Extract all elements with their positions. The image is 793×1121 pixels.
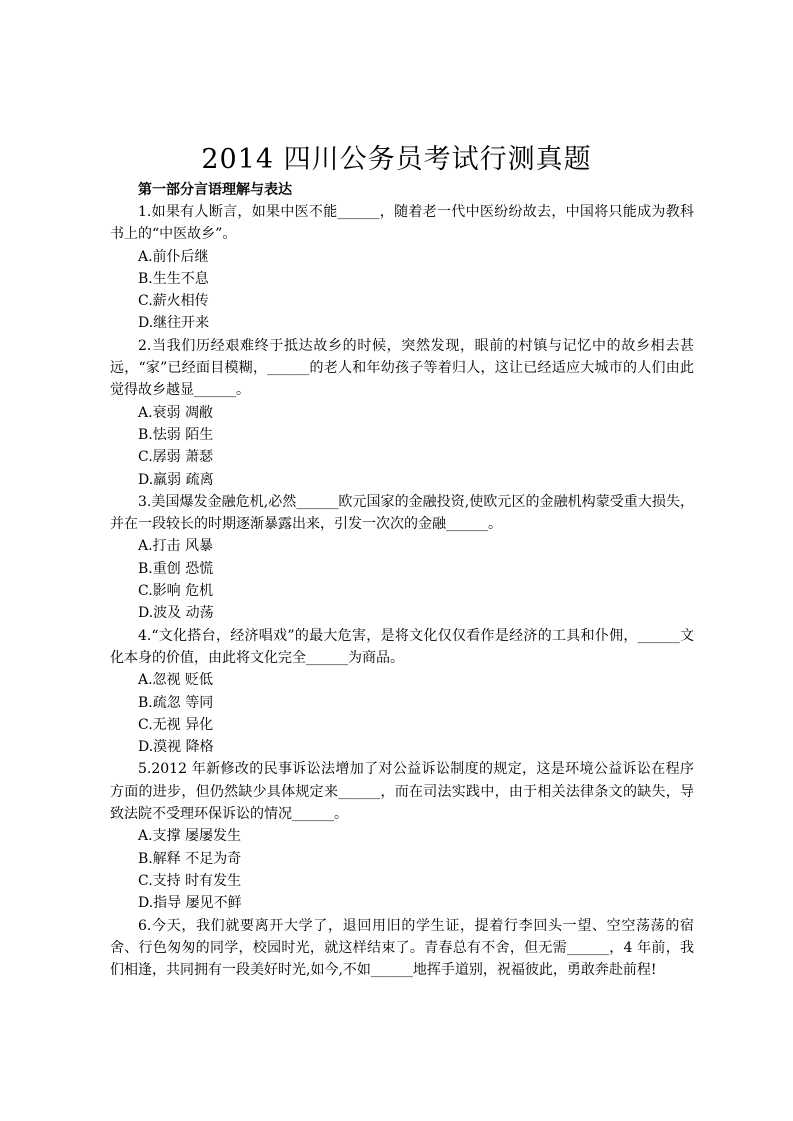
answer-option-b: B.怯弱 陌生	[138, 426, 214, 443]
section-heading: 第一部分言语理解与表达	[138, 182, 292, 198]
answer-option-d: D.羸弱 疏离	[138, 471, 214, 488]
answer-option-c: C.影响 危机	[138, 583, 214, 600]
answer-option-a: A.打击 风暴	[138, 538, 214, 555]
answer-option-a: A.支撑 屡屡发生	[138, 828, 242, 845]
document-body	[110, 201, 694, 981]
question-block	[110, 335, 694, 491]
answer-option-a: A.前仆后继	[138, 248, 209, 265]
answer-option-d: D.指导 屡见不鲜	[138, 895, 242, 912]
answer-option-c: C.孱弱 萧瑟	[138, 449, 214, 466]
question-block	[110, 201, 694, 335]
answer-option-c: C.薪火相传	[138, 293, 209, 310]
answer-option-b: B.重创 恐慌	[138, 560, 214, 577]
question-stem: 1.如果有人断言，如果中医不能______，随着老一代中医纷纷故去，中国将只能成为教科书上的“中医故乡”。	[110, 204, 694, 243]
question-block	[110, 625, 694, 759]
answer-option-b: B.解释 不足为奇	[138, 850, 242, 867]
answer-option-d: D.继往开来	[138, 315, 210, 332]
answer-option-a: A.衰弱 凋敝	[138, 404, 214, 421]
answer-option-c: C.无视 异化	[138, 716, 214, 733]
question-stem: 6.今天，我们就要离开大学了，退回用旧的学生证，提着行李回头一望、空空荡荡的宿舍、行色匆匆的同学，校园时光，就这样结束了。青春总有不舍，但无需______，4 年前，我们相逢，共同拥有一段美好时光,如今,不如______地挥手道别，祝福彼此，勇敢奔赴前程!	[110, 917, 694, 979]
answer-option-c: C.支持 时有发生	[138, 872, 242, 889]
question-stem: 2.当我们历经艰难终于抵达故乡的时候，突然发现，眼前的村镇与记忆中的故乡相去甚远，“家”已经面目模糊，______的老人和年幼孩子等着归人，这让已经适应大城市的人们由此觉得故乡越显______。	[110, 337, 694, 399]
answer-option-d: D.波及 动荡	[138, 605, 214, 622]
answer-option-a: A.忽视 贬低	[138, 672, 214, 689]
answer-option-d: D.漠视 降格	[138, 739, 214, 756]
document-title: 2014 四川公务员考试行测真题	[201, 144, 592, 175]
answer-option-b: B.生生不息	[138, 270, 209, 287]
question-stem: 5.2012 年新修改的民事诉讼法增加了对公益诉讼制度的规定，这是环境公益诉讼在程序方面的进步，但仍然缺少具体规定来______，而在司法实践中，由于相关法律条文的缺失，导致法院不受理环保诉讼的情况______。	[110, 761, 694, 823]
question-block	[110, 758, 694, 914]
answer-option-b: B.疏忽 等同	[138, 694, 214, 711]
question-stem: 4.“文化搭台，经济唱戏”的最大危害，是将文化仅仅看作是经济的工具和仆佣，______文化本身的价值，由此将文化完全______为商品。	[110, 627, 694, 666]
question-stem: 3.美国爆发金融危机,必然______欧元国家的金融投资,使欧元区的金融机构蒙受重大损失，并在一段较长的时期逐渐暴露出来，引发一次次的金融______。	[110, 493, 694, 533]
question-block	[110, 915, 694, 982]
question-block	[110, 491, 694, 625]
